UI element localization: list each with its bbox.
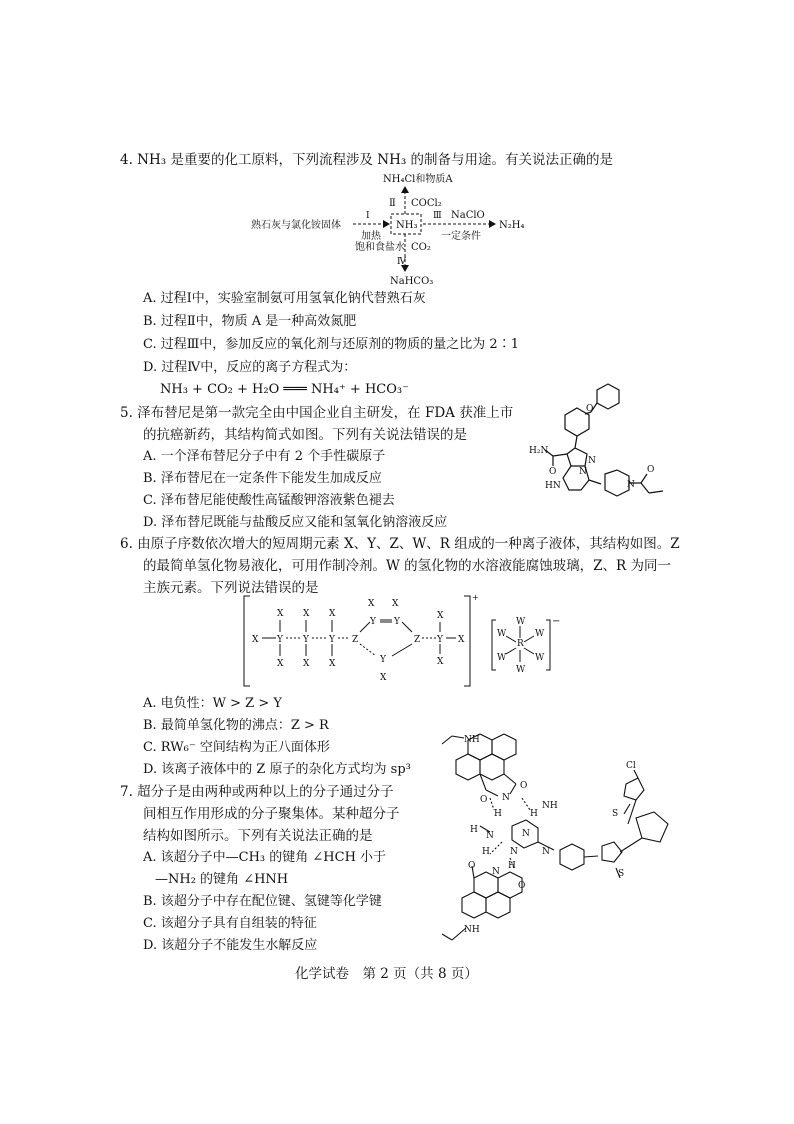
q7-option-c[interactable]: C. 该超分子具有自组装的特征 bbox=[143, 916, 317, 931]
q6-atom-w: W bbox=[516, 617, 526, 627]
q4-step3-reagent: NaClO bbox=[451, 210, 485, 221]
svg-text:NH: NH bbox=[542, 801, 558, 811]
q4-step4-label: Ⅳ bbox=[397, 257, 406, 267]
svg-text:W: W bbox=[497, 629, 507, 639]
svg-text:O: O bbox=[480, 795, 488, 805]
svg-text:H: H bbox=[508, 861, 516, 871]
q7-label-cl: Cl bbox=[626, 761, 636, 771]
q4-step2-label: Ⅱ bbox=[389, 198, 396, 209]
q4-top-product: NH₄Cl和物质A bbox=[383, 174, 453, 185]
svg-text:O: O bbox=[468, 861, 476, 871]
q7-label-s: S bbox=[612, 809, 619, 819]
q6-option-b[interactable]: B. 最简单氢化物的沸点：Z > R bbox=[143, 718, 329, 733]
q7-label-h: H bbox=[494, 809, 502, 819]
svg-text:X: X bbox=[303, 659, 310, 669]
page-footer: 化学试卷 第 2 页（共 8 页） bbox=[295, 966, 478, 982]
q4-center: NH₃ bbox=[396, 220, 418, 231]
q5-stem-line1: 5. 泽布替尼是第一款完全由中国企业自主研发，在 FDA 获准上市 bbox=[120, 405, 514, 421]
svg-text:N: N bbox=[492, 867, 500, 877]
q4-step3-label: Ⅲ bbox=[433, 211, 442, 221]
q6-option-c[interactable]: C. RW₆⁻ 空间结构为正八面体形 bbox=[143, 740, 330, 755]
svg-text:Y: Y bbox=[370, 617, 376, 627]
q5-option-c[interactable]: C. 泽布替尼能使酸性高锰酸钾溶液紫色褪去 bbox=[143, 493, 395, 508]
q6-atom-r: R bbox=[517, 639, 524, 649]
svg-text:H: H bbox=[470, 825, 478, 835]
q4-stem: 4. NH₃ 是重要的化工原料，下列流程涉及 NH₃ 的制备与用途。有关说法正确的是 bbox=[120, 152, 614, 168]
svg-text:X: X bbox=[303, 609, 310, 619]
q7-option-d[interactable]: D. 该超分子不能发生水解反应 bbox=[143, 938, 318, 953]
q6-stem-line2: 的最简单氢化物易液化，可用作制冷剂。W 的氢化物的水溶液能腐蚀玻璃，Z、R 为同一 bbox=[143, 558, 672, 574]
svg-text:N: N bbox=[486, 831, 494, 841]
svg-text:X: X bbox=[392, 599, 399, 609]
svg-text:X: X bbox=[368, 599, 375, 609]
q7-label-o: O bbox=[520, 781, 528, 791]
q4-option-d-equation: NH₃ + CO₂ + H₂O ═══ NH₄⁺ + HCO₃⁻ bbox=[160, 382, 409, 397]
svg-text:N: N bbox=[542, 847, 550, 857]
q6-anion-charge: − bbox=[552, 616, 561, 627]
q6-atom-y: Y bbox=[277, 635, 283, 645]
svg-text:X: X bbox=[277, 609, 284, 619]
svg-text:H: H bbox=[482, 847, 490, 857]
q4-right-product: N₂H₄ bbox=[499, 220, 525, 231]
q6-stem-line3: 主族元素。下列说法错误的是 bbox=[143, 580, 319, 596]
q7-option-a-cont: —NH₂ 的键角 ∠HNH bbox=[155, 872, 289, 887]
q5-zanubrutinib-structure bbox=[515, 378, 675, 528]
q6-option-a[interactable]: A. 电负性：W > Z > Y bbox=[143, 696, 282, 711]
q4-option-b[interactable]: B. 过程Ⅱ中，物质 A 是一种高效氮肥 bbox=[143, 314, 357, 329]
svg-text:X: X bbox=[437, 657, 444, 667]
svg-text:X: X bbox=[458, 635, 465, 645]
q4-step2-reagent: COCl₂ bbox=[411, 198, 442, 209]
q4-start: 熟石灰与氯化铵固体 bbox=[251, 220, 341, 231]
svg-text:Z: Z bbox=[414, 635, 421, 645]
q5-label-hn: HN bbox=[545, 481, 561, 491]
q5-option-a[interactable]: A. 一个泽布替尼分子中有 2 个手性碳原子 bbox=[143, 449, 386, 464]
q7-stem-line2: 间相互作用形成的分子聚集体。某种超分子 bbox=[143, 806, 400, 822]
q6-option-d[interactable]: D. 该离子液体中的 Z 原子的杂化方式均为 sp³ bbox=[143, 762, 411, 777]
svg-text:N: N bbox=[510, 847, 518, 857]
q5-label-o2: O bbox=[549, 467, 557, 477]
svg-text:W: W bbox=[516, 665, 526, 675]
svg-text:Y: Y bbox=[303, 635, 309, 645]
q5-label-o: O bbox=[586, 404, 594, 414]
q4-step1-cond: 加热 bbox=[361, 231, 381, 242]
q6-ionic-liquid-structure bbox=[240, 592, 580, 692]
q6-cation-charge: + bbox=[472, 593, 479, 602]
q7-label-nh-bottom: NH bbox=[464, 925, 480, 935]
q4-option-d[interactable]: D. 过程Ⅳ中，反应的离子方程式为： bbox=[143, 360, 357, 375]
svg-text:N: N bbox=[522, 829, 530, 839]
q5-label-n2: N bbox=[579, 467, 587, 477]
q4-bottom-product: NaHCO₃ bbox=[390, 276, 434, 286]
svg-text:X: X bbox=[329, 609, 336, 619]
q7-stem-line3: 结构如图所示。下列有关说法正确的是 bbox=[143, 828, 373, 844]
q4-step3-cond: 一定条件 bbox=[441, 231, 481, 242]
svg-text:X: X bbox=[329, 659, 336, 669]
q5-label-n1: N bbox=[588, 456, 596, 466]
q5-label-n3: N bbox=[627, 480, 635, 490]
svg-text:Y: Y bbox=[380, 655, 386, 665]
q7-label-nh-top: NH bbox=[464, 735, 480, 745]
svg-text:Y: Y bbox=[394, 617, 400, 627]
svg-text:O: O bbox=[518, 881, 526, 891]
svg-text:X: X bbox=[437, 611, 444, 621]
q7-option-a[interactable]: A. 该超分子中—CH₃ 的键角 ∠HCH 小于 bbox=[143, 850, 387, 865]
q7-option-b[interactable]: B. 该超分子中存在配位键、氢键等化学键 bbox=[143, 894, 382, 909]
q5-stem-line2: 的抗癌新药，其结构简式如图。下列有关说法错误的是 bbox=[143, 427, 467, 443]
q4-option-a[interactable]: A. 过程Ⅰ中，实验室制氨可用氢氧化钠代替熟石灰 bbox=[143, 291, 426, 306]
q6-atom-x: X bbox=[252, 635, 259, 645]
svg-text:Y: Y bbox=[329, 635, 335, 645]
svg-text:S: S bbox=[618, 869, 625, 879]
q5-label-o3: O bbox=[647, 465, 655, 475]
q6-stem-line1: 6. 由原子序数依次增大的短周期元素 X、Y、Z、W、R 组成的一种离子液体，其结构如图。Z bbox=[120, 536, 680, 552]
q5-option-d[interactable]: D. 泽布替尼既能与盐酸反应又能和氢氧化钠溶液反应 bbox=[143, 515, 448, 530]
q4-step4-co2: CO₂ bbox=[411, 242, 431, 253]
q7-stem-line1: 7. 超分子是由两种或两种以上的分子通过分子 bbox=[120, 784, 394, 800]
q6-atom-z: Z bbox=[352, 635, 359, 645]
svg-text:Y: Y bbox=[437, 635, 443, 645]
q4-step1-label: Ⅰ bbox=[366, 211, 370, 221]
q4-flow-diagram bbox=[245, 168, 565, 286]
svg-text:W: W bbox=[497, 653, 507, 663]
svg-text:X: X bbox=[277, 659, 284, 669]
q5-option-b[interactable]: B. 泽布替尼在一定条件下能发生加成反应 bbox=[143, 471, 382, 486]
svg-text:N: N bbox=[502, 793, 510, 803]
q4-option-c[interactable]: C. 过程Ⅲ中，参加反应的氧化剂与还原剂的物质的量之比为 2∶1 bbox=[143, 337, 519, 352]
q7-supramolecule-structure bbox=[430, 728, 680, 958]
svg-text:W: W bbox=[535, 653, 545, 663]
svg-text:X: X bbox=[380, 673, 387, 683]
svg-text:W: W bbox=[535, 629, 545, 639]
q4-step4-reagents: 饱和食盐水 bbox=[355, 242, 405, 253]
q5-label-h2n: H₂N bbox=[529, 446, 549, 456]
svg-text:H: H bbox=[530, 809, 538, 819]
